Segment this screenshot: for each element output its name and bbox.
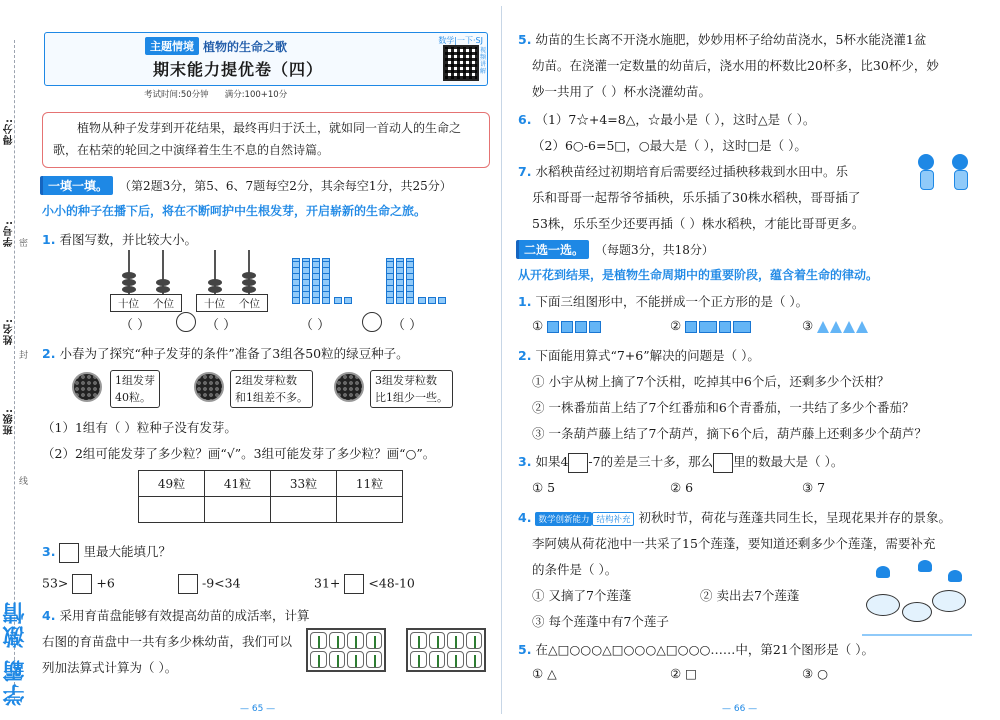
- answer-box[interactable]: [72, 574, 92, 594]
- question-3-expr-2: -9<34: [178, 574, 241, 594]
- table-cell: 33粒: [271, 471, 337, 497]
- intro-text: 植物从种子发芽到开花结果，最终再归于沃土，就如同一首动人的生命之歌，在枯荣的轮回之中演绎着生生不息的自然诗篇。: [42, 112, 490, 168]
- bubble-group-3: 3组发芽粒数 比1组少一些。: [370, 370, 453, 408]
- score-field[interactable]: 得分:: [4, 118, 15, 145]
- grade-label: 数学|一下·SJ: [438, 36, 483, 45]
- qr-caption: 视频讲解: [480, 47, 487, 75]
- mark-cell[interactable]: [139, 497, 205, 523]
- choice-3-option-1[interactable]: ① 5: [532, 480, 556, 495]
- choice-4-option-3[interactable]: ③ 每个莲蓬中有7个莲子: [532, 614, 669, 629]
- table-cell: 11粒: [337, 471, 403, 497]
- choice-4-option-1[interactable]: ① 又摘了7个莲蓬: [532, 588, 632, 603]
- theme-name: 植物的生命之歌: [203, 39, 288, 54]
- page-right: [510, 0, 996, 720]
- choice-1[interactable]: 1. 下面三组图形中，不能拼成一个正方形的是（ ）。: [518, 294, 809, 309]
- brand-logo: 学霸 激情: [3, 600, 28, 706]
- cut-mark-seal: 密: [17, 238, 27, 247]
- bean-plate-2-icon: [194, 372, 224, 402]
- table-cell: 49粒: [139, 471, 205, 497]
- bubble-group-1: 1组发芽 40粒。: [110, 370, 160, 408]
- choice-5-option-3[interactable]: ③ ○: [802, 666, 829, 681]
- section-2-desc: （每题3分，共18分）: [595, 243, 714, 257]
- exam-score: 满分:100+10分: [224, 90, 288, 100]
- exam-meta: [144, 88, 287, 100]
- question-7-line-2: 乐和哥哥一起帮爷爷插秧，乐乐插了30株水稻秧，哥哥插了: [532, 190, 861, 205]
- section-1-sub: 小小的种子在播下后，将在不断呵护中生根发芽，开启崭新的生命之旅。: [42, 204, 427, 218]
- question-7-line-1: 7. 水稻秧苗经过初期培育后需要经过插秧移栽到水田中。乐: [518, 164, 848, 179]
- question-3: [42, 542, 171, 563]
- question-4-line-2: 右图的育苗盘中一共有多少株幼苗，我们可以: [42, 634, 293, 649]
- exam-title: 期末能力提优卷（四）: [153, 60, 324, 79]
- choice-3-option-2[interactable]: ② 6: [670, 480, 694, 495]
- question-5-line-1: 5. 幼苗的生长离不开浇水施肥，妙妙用杯子给幼苗浇水，5杯水能浇灌1盆: [518, 32, 927, 47]
- cut-mark-line: 线: [17, 476, 27, 485]
- answer-box[interactable]: [59, 543, 79, 563]
- choice-1-option-2[interactable]: ②: [670, 318, 753, 333]
- choice-2-option-3[interactable]: ③ 一条葫芦藤上结了7个葫芦，摘下6个后，葫芦藤上还剩多少个葫芦？: [532, 426, 927, 441]
- section-2-head: [516, 240, 714, 259]
- answer-box: [568, 453, 588, 473]
- exam-header: [44, 32, 488, 86]
- exam-time: 考试时间:50分钟: [144, 90, 209, 100]
- student-id-field[interactable]: 学号:: [4, 220, 15, 247]
- seed-tray-2-icon: [406, 628, 486, 672]
- bubble-group-2: 2组发芽粒数 和1组差不多。: [230, 370, 313, 408]
- question-3-expr-1: 53> +6: [42, 574, 115, 594]
- question-4-line-1: 4. 采用育苗盘能够有效提高幼苗的成活率，计算: [42, 608, 310, 623]
- choice-5[interactable]: 5. 在△□○○○△□○○○△□○○○……中，第21个图形是（ ）。: [518, 642, 875, 657]
- page-number-left: — 65 —: [240, 704, 276, 714]
- section-2-sub: 从开花到结果，是植物生命周期中的重要阶段，蕴含着生命的律动。: [518, 268, 879, 282]
- section-1-head: [40, 176, 452, 195]
- choice-4-line-2: 李阿姨从荷花池中一共采了15个莲蓬，要知道还剩多少个莲蓬，需要补充: [532, 536, 936, 551]
- sprout-count-table: [138, 470, 403, 523]
- choice-2-option-2[interactable]: ② 一株番茄苗上结了7个红番茄和6个青番茄，一共结了多少个番茄？: [532, 400, 915, 415]
- question-7-line-3[interactable]: 53株，乐乐至少还要再插（ ）株水稻秧，才能比哥哥更多。: [532, 216, 865, 231]
- theme-row: [145, 37, 287, 55]
- compare-circle-2[interactable]: [362, 312, 382, 332]
- abacus-2-label: 十位 个位: [196, 294, 268, 312]
- seed-tray-1-icon: [306, 628, 386, 672]
- choice-2[interactable]: 2. 下面能用算式“7+6”解决的问题是（ ）。: [518, 348, 760, 363]
- compare-circle-1[interactable]: [176, 312, 196, 332]
- table-cell: 41粒: [205, 471, 271, 497]
- mark-cell[interactable]: [271, 497, 337, 523]
- answer-blank-abacus-2[interactable]: （ ）: [206, 318, 237, 333]
- section-1-desc: （第2题3分，第5、6、7题每空2分，其余每空1分，共25分）: [119, 179, 452, 193]
- question-1: [42, 230, 197, 248]
- answer-box: [713, 453, 733, 473]
- question-1-text: 看图写数，并比较大小。: [59, 232, 197, 247]
- mark-cell[interactable]: [337, 497, 403, 523]
- class-field[interactable]: 班级:: [4, 408, 15, 435]
- answer-blank-abacus-1[interactable]: （ ）: [120, 318, 151, 333]
- lotus-pond-illustration: [862, 556, 972, 636]
- question-3-text: 里最大能填几？: [83, 544, 171, 559]
- answer-blank-cubes-1[interactable]: （ ）: [300, 318, 331, 333]
- question-2-sub-1[interactable]: （1）1组有（ ）粒种子没有发芽。: [42, 420, 237, 435]
- question-6-line-2[interactable]: （2）6○-6=5□，○最大是（ ），这时□是（ ）。: [532, 138, 807, 153]
- choice-4-option-2[interactable]: ② 卖出去7个莲蓬: [700, 588, 800, 603]
- answer-blank-cubes-2[interactable]: （ ）: [392, 318, 423, 333]
- question-1-num: 1.: [42, 232, 56, 247]
- choice-3[interactable]: 3. 如果4 -7的差是三十多，那么 里的数最大是（ ）。: [518, 452, 843, 473]
- qr-code-icon[interactable]: [443, 45, 479, 81]
- mark-cell[interactable]: [205, 497, 271, 523]
- choice-1-option-1[interactable]: ①: [532, 318, 603, 333]
- question-6-line-1[interactable]: 6. （1）7☆+4=8△，☆最小是（ ），这时△是（ ）。: [518, 112, 816, 127]
- answer-box[interactable]: [344, 574, 364, 594]
- question-2-num: 2.: [42, 346, 56, 361]
- choice-4-line-3[interactable]: 的条件是（ ）。: [532, 562, 618, 577]
- abacus-2: [196, 250, 268, 312]
- innovation-tag: 数学创新能力: [535, 512, 592, 526]
- question-2-sub-2: （2）2组可能发芽了多少粒？画“√”。3组可能发芽了多少粒？画“○”。: [42, 446, 436, 461]
- question-3-num: 3.: [42, 544, 56, 559]
- section-2-tag: 二选一选。: [516, 240, 589, 259]
- abacus-1-label: 十位 个位: [110, 294, 182, 312]
- choice-5-option-2[interactable]: ② □: [670, 666, 697, 681]
- answer-box[interactable]: [178, 574, 198, 594]
- bean-plate-1-icon: [72, 372, 102, 402]
- choice-3-option-3[interactable]: ③ 7: [802, 480, 826, 495]
- page-gutter: [501, 6, 502, 714]
- choice-2-option-1[interactable]: ① 小宇从树上摘了7个沃柑，吃掉其中6个后，还剩多少个沃柑？: [532, 374, 890, 389]
- structure-tag: 结构补充: [592, 512, 634, 526]
- choice-5-option-1[interactable]: ① △: [532, 666, 557, 681]
- choice-4-line-1: 4. 数学创新能力 结构补充 初秋时节，荷花与莲蓬共同生长，呈现花果并存的景象。: [518, 510, 951, 525]
- theme-tag: 主题情境: [145, 37, 199, 55]
- cut-mark-close: 封: [17, 350, 27, 359]
- section-1-tag: 一填一填。: [40, 176, 113, 195]
- question-4-line-3[interactable]: 列加法算式计算为（ ）。: [42, 660, 178, 675]
- page-number-right: — 66 —: [722, 704, 758, 714]
- binding-strip: [0, 0, 28, 720]
- question-2-text: 小春为了探究“种子发芽的条件”准备了3组各50粒的绿豆种子。: [59, 346, 409, 361]
- question-3-expr-3: 31+ <48-10: [314, 574, 415, 594]
- abacus-1: [110, 250, 182, 312]
- choice-1-option-3[interactable]: ③: [802, 318, 869, 333]
- question-5-line-3[interactable]: 妙一共用了（ ）杯水浇灌幼苗。: [532, 84, 711, 99]
- question-2: [42, 344, 409, 362]
- page-left: [34, 0, 496, 720]
- bean-plate-3-icon: [334, 372, 364, 402]
- kids-planting-illustration: [912, 150, 982, 200]
- question-5-line-2: 幼苗。在浇灌一定数量的幼苗后，浇水用的杯数比20杯多，比30杯少，妙: [532, 58, 939, 73]
- name-field[interactable]: 姓名:: [4, 318, 15, 345]
